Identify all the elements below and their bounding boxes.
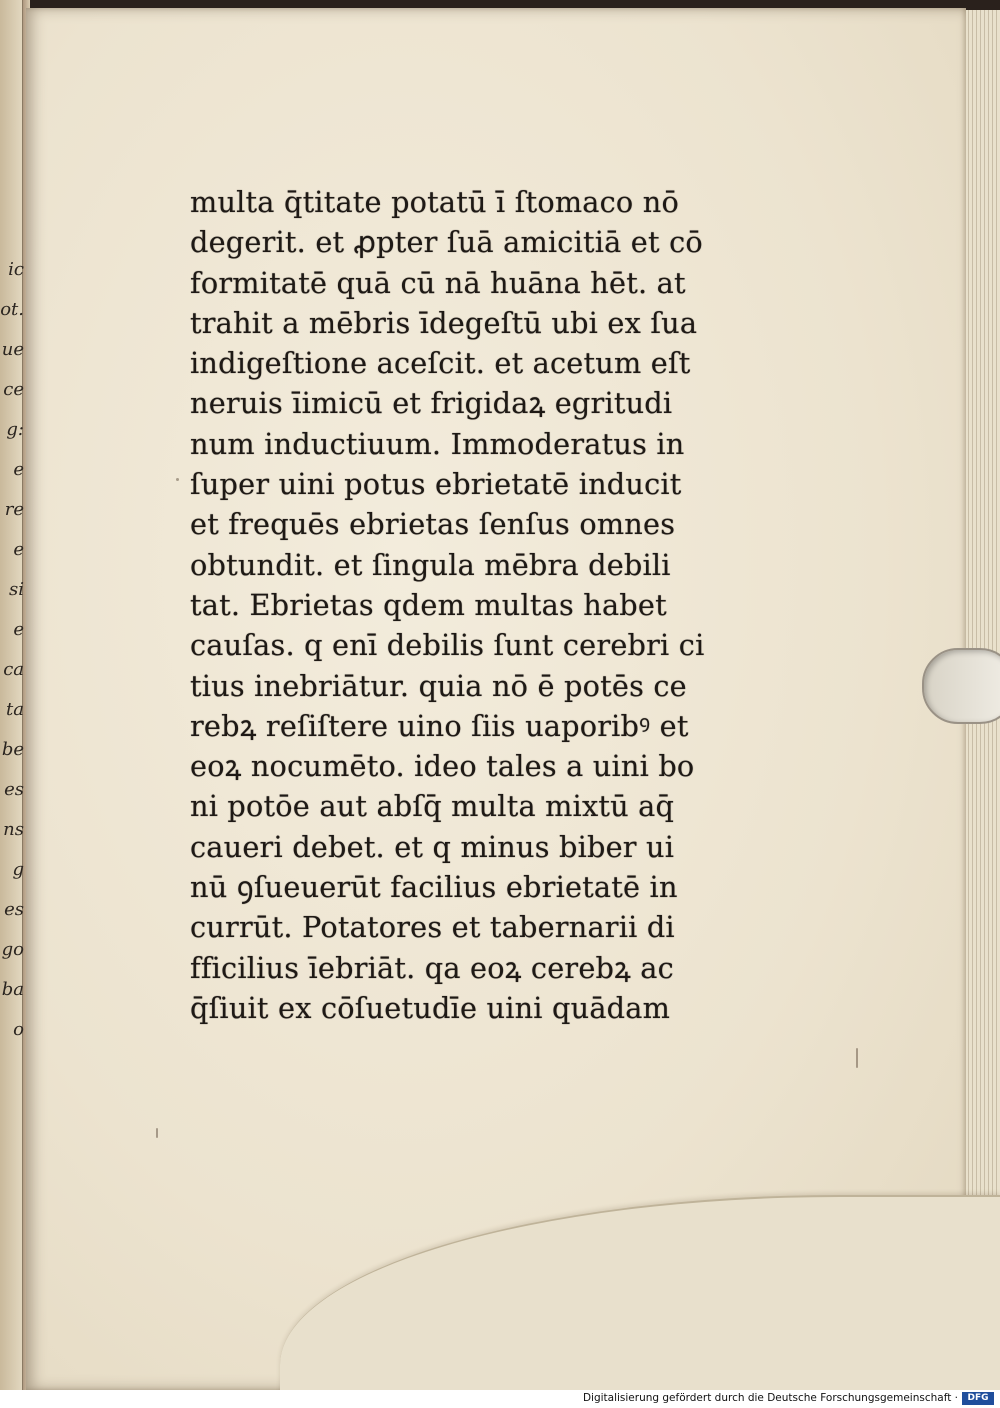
text-line: cauſas. q enī debilis ſunt cerebri ci — [190, 628, 705, 663]
text-line: trahit a mēbris īdegeſtū ubi ex ſua — [190, 305, 698, 340]
margin-fragment: re — [4, 499, 24, 520]
margin-fragment: g — [12, 859, 24, 880]
text-line: nū ꝯſueuerūt facilius ebrietatē in — [190, 870, 678, 905]
page-stack-edges — [960, 10, 1000, 1200]
margin-fragment: ns — [3, 819, 24, 840]
printed-text-block — [190, 182, 750, 1028]
margin-fragment: ba — [1, 979, 24, 1000]
margin-fragment: ot. — [0, 299, 24, 320]
footer-credit: Digitalisierung gefördert durch die Deutsche Forschungsgemeinschaft · — [582, 1392, 958, 1404]
margin-fragment: es — [4, 899, 24, 920]
margin-fragment: si — [9, 579, 24, 600]
text-line: rebꝝ reſiſtere uino ſiis uaporibꝰ et — [190, 708, 689, 743]
margin-fragment: be — [1, 739, 24, 760]
page-clip — [922, 648, 1000, 724]
margin-fragment: ta — [6, 699, 24, 720]
text-line: formitatē quā cū nā huāna hēt. at — [190, 265, 686, 300]
text-line: caueri debet. et q minus biber ui — [190, 829, 675, 864]
margin-fragment: ce — [3, 379, 24, 400]
text-line: neruis īimicū et frigidaꝝ egritudi — [190, 386, 673, 421]
text-line: multa q̄titate potatū ī ſtomaco nō — [190, 185, 679, 219]
text-line: ſuper uini potus ebrietatē inducit — [190, 467, 682, 502]
margin-fragment: es — [4, 779, 24, 800]
margin-fragment: ic — [8, 259, 24, 280]
dfg-logo: DFG — [962, 1392, 994, 1405]
margin-fragment: e — [13, 539, 24, 560]
previous-page-text-fragments — [0, 250, 26, 1050]
text-line: eoꝝ nocumēto. ideo tales a uini bo — [190, 749, 695, 784]
text-line: tat. Ebrietas qdem multas habet — [190, 587, 667, 622]
text-line: degerit. et ꝓpter ſuā amicitiā et cō — [190, 225, 703, 260]
text-line: et frequēs ebrietas ſenſus omnes — [190, 507, 676, 542]
margin-fragment: ue — [1, 339, 24, 360]
text-line: num inductiuum. Immoderatus in — [190, 426, 685, 461]
margin-fragment: ca — [3, 659, 24, 680]
footer-bar — [0, 1390, 1000, 1408]
text-line: currūt. Potatores et tabernarii di — [190, 910, 675, 945]
margin-fragment: g: — [6, 419, 24, 440]
text-line: tius inebriātur. quia nō ē potēs ce — [190, 668, 687, 703]
text-line: indigeſtione aceſcit. et acetum eſt — [190, 346, 691, 381]
text-line: fficilius īebriāt. qa eoꝝ cerebꝝ ac — [190, 950, 674, 985]
margin-fragment: go — [1, 939, 24, 960]
margin-fragment: e — [13, 459, 24, 480]
text-line: ni potōe aut abſq̄ multa mixtū aq̄ — [190, 789, 675, 824]
text-line: obtundit. et ſingula mēbra debili — [190, 547, 671, 582]
text-line: q̄ſiuit ex cōſuetudīe uini quādam — [190, 990, 671, 1025]
margin-fragment: e — [13, 619, 24, 640]
margin-fragment: o — [13, 1019, 24, 1040]
